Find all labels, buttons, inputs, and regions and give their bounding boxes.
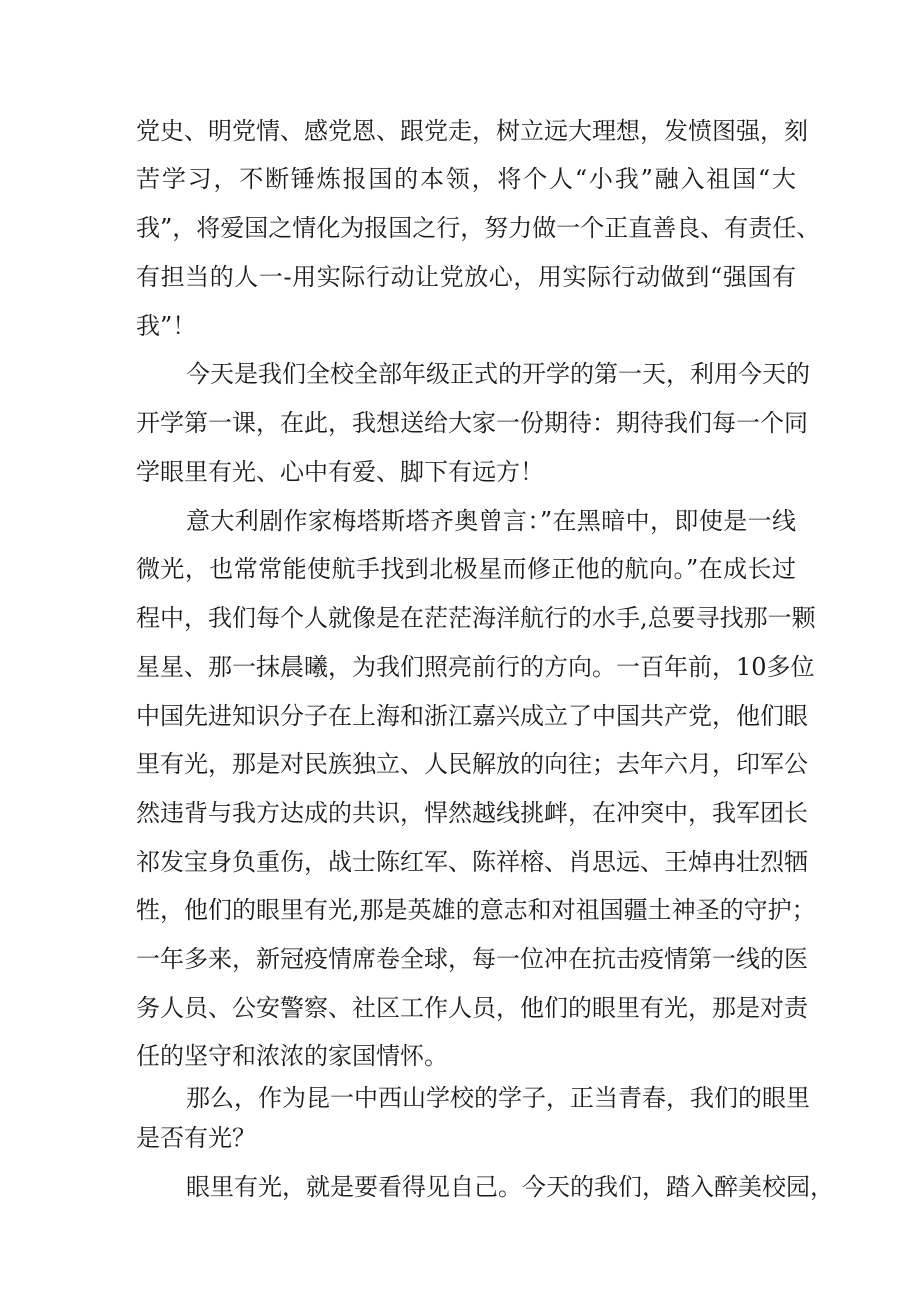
text-line: 是否有光？ [136,1124,256,1152]
text-line: 眼里有光，就是要看得见自己。今天的我们，踏入醉美校园， [186,1173,834,1201]
text-line: 任的坚守和浓浓的家国情怀。 [136,1042,448,1070]
text-line: 苦学习，不断锤炼报国的本领，将个人“小我”融入祖国“大 [136,165,796,193]
text-line: 微光，也常常能使航手找到北极星而修正他的航向。”在成长过 [136,555,796,583]
text-line: 一年多来，新冠疫情席卷全球，每一位冲在抗击疫情第一线的医 [136,945,808,973]
text-line: 今天是我们全校全部年级正式的开学的第一天，利用今天的 [186,360,810,388]
text-line: 务人员、公安警察、社区工作人员，他们的眼里有光，那是对责 [136,994,808,1022]
text-line: 星星、那一抹晨曦，为我们照亮前行的方向。一百年前，10多位 [136,653,815,681]
text-line: 中国先进知识分子在上海和浙江嘉兴成立了中国共产党，他们眼 [136,702,808,730]
text-line: 然违背与我方达成的共识，悍然越线挑衅，在冲突中，我军团长 [136,799,808,827]
text-line: 学眼里有光、心中有爱、脚下有远方！ [136,458,544,486]
text-line: 程中，我们每个人就像是在茫茫海洋航行的水手,总要寻找那一颗 [136,604,816,632]
text-line: 有担当的人一-用实际行动让党放心，用实际行动做到“强国有 [136,263,796,291]
text-line: 我”！ [136,312,197,340]
text-line: 我”，将爱国之情化为报国之行，努力做一个正直善良、有责任、 [136,214,821,242]
text-line: 牲，他们的眼里有光,那是英雄的意志和对祖国疆土神圣的守护； [136,896,816,924]
text-line: 意大利剧作家梅塔斯塔齐奥曾言：”在黑暗中，即使是一线 [186,507,796,535]
text-line: 祁发宝身负重伤，战士陈红军、陈祥榕、肖思远、王焯冉壮烈牺 [136,848,808,876]
text-line: 里有光，那是对民族独立、人民解放的向往；去年六月，印军公 [136,750,808,778]
text-line: 那么，作为昆一中西山学校的学子，正当青春，我们的眼里 [186,1084,810,1112]
text-line: 党史、明党情、感党恩、跟党走，树立远大理想，发愤图强，刻 [136,117,808,145]
text-line: 开学第一课，在此，我想送给大家一份期待：期待我们每一个同 [136,409,808,437]
